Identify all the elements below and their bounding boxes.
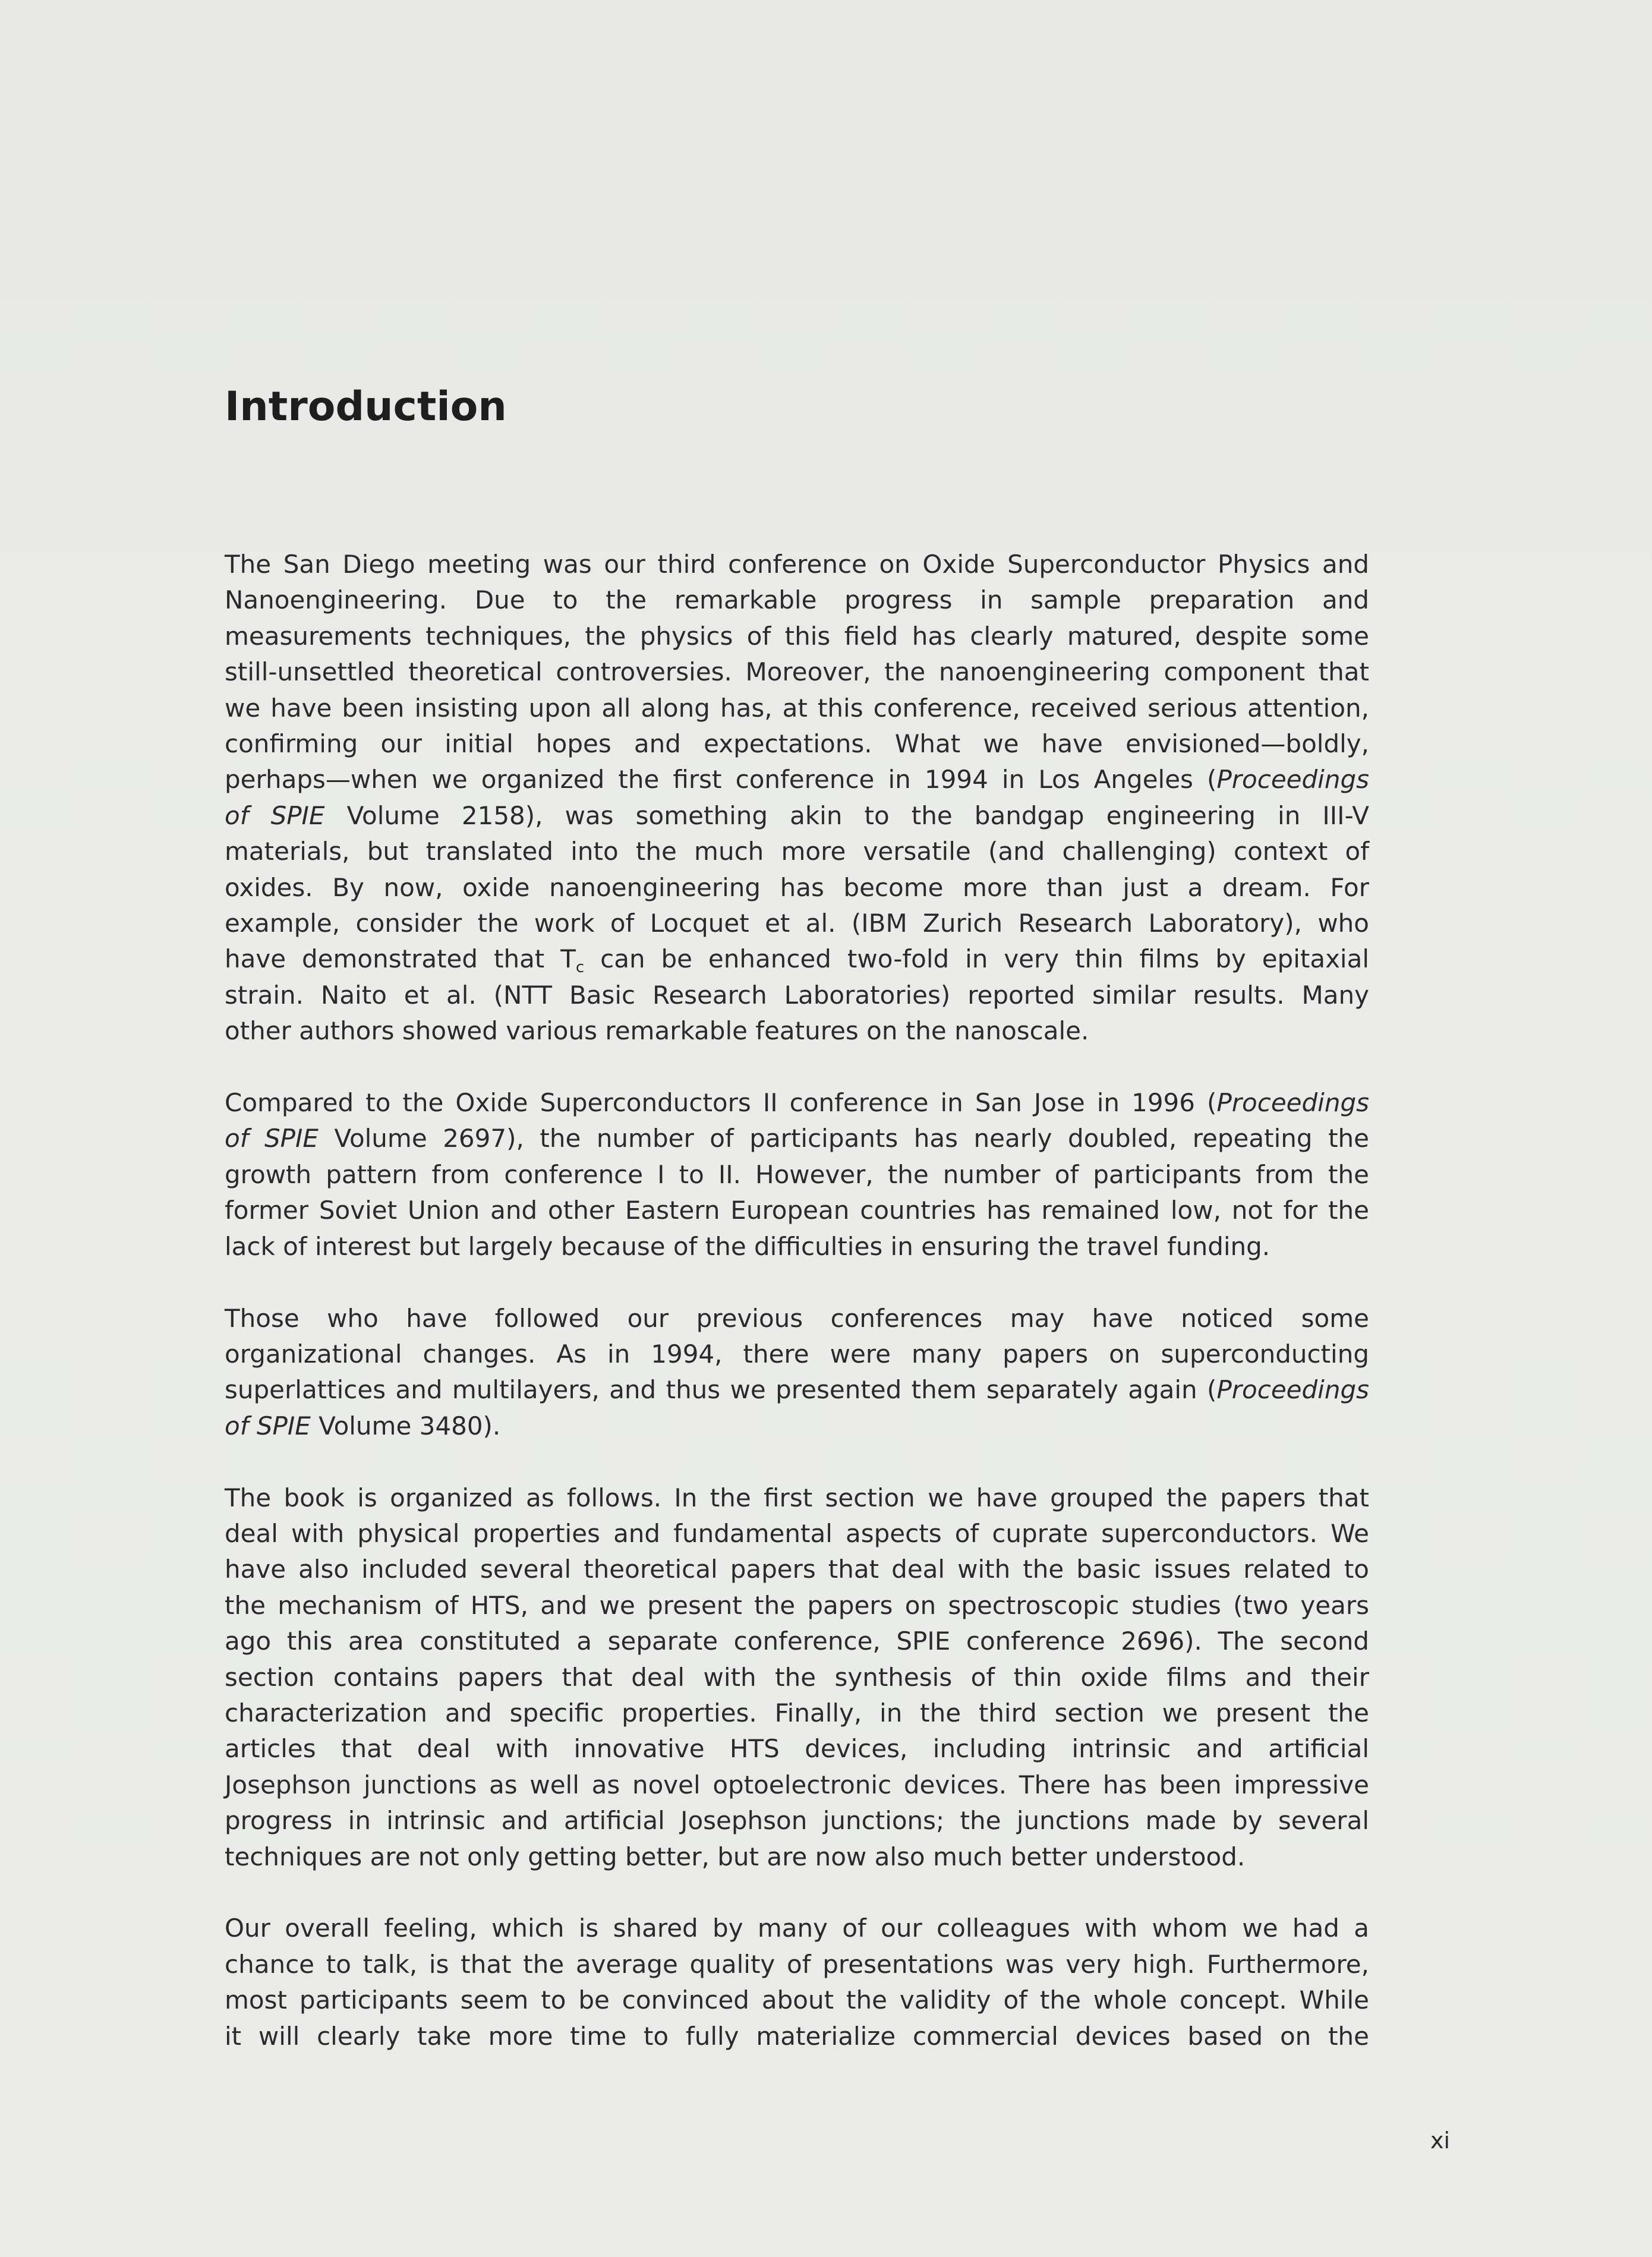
italic-text: Proceedings [1216,765,1369,795]
text-line: former Soviet Union and other Eastern European countries has remained low, not for the [225,1196,1369,1225]
text-run: can be enhanced two-fold in very thin films by epitaxial [584,944,1369,974]
text-line: measurements techniques, the physics of this field has clearly matured, despite some [225,621,1369,651]
text-run: have demonstrated that T [225,944,576,974]
text-line: section contains papers that deal with the synthesis of thin oxide films and their [225,1662,1369,1692]
text-line [225,1372,1369,1408]
paragraph [225,1911,1369,2054]
text-line [225,762,1369,797]
paragraph [225,1085,1369,1265]
text-line: The book is organized as follows. In the first section we have grouped the papers that [225,1483,1369,1512]
text-run: Compared to the Oxide Superconductors II conference in San Jose in 1996 ( [225,1088,1217,1118]
text-line: Our overall feeling, which is shared by many of our colleagues with whom we had a [225,1914,1369,1943]
text-line: Nanoengineering. Due to the remarkable progress in sample preparation and [225,585,1369,615]
page-title: Introduction [225,383,507,430]
text-line: organizational changes. As in 1994, there were many papers on superconducting [225,1339,1369,1369]
subscript: c [575,959,585,977]
text-line: example, consider the work of Locquet et al. (IBM Zurich Research Laboratory), who [225,909,1369,938]
text-line: Those who have followed our previous conferences may have noticed some [225,1303,1369,1333]
text-line: confirming our initial hopes and expectations. What we have envisioned—boldly, [225,729,1369,759]
text-run: superlattices and multilayers, and thus we presented them separately again ( [225,1375,1217,1405]
text-line: other authors showed various remarkable features on the nanoscale. [225,1016,1089,1046]
text-line: deal with physical properties and fundamental aspects of cuprate superconductors. We [225,1518,1369,1548]
text-run: Volume 2158), was something akin to the bandgap engineering in III-V [324,800,1369,830]
text-line: ago this area constituted a separate conference, SPIE conference 2696). The second [225,1626,1369,1656]
text-line: Josephson junctions as well as novel optoelectronic devices. There has been impressive [225,1770,1369,1799]
text-line: characterization and specific properties. Finally, in the third section we present the [225,1698,1369,1728]
text-line: materials, but translated into the much more versatile (and challenging) context of [225,837,1369,866]
italic-text: of SPIE [225,800,325,830]
text-line: it will clearly take more time to fully materialize commercial devices based on the [225,2021,1369,2051]
paragraph [225,547,1369,1049]
text-line [225,1121,1369,1156]
text-line [225,1408,1369,1444]
text-line: lack of interest but largely because of the difficulties in ensuring the travel funding. [225,1231,1270,1261]
text-line: still-unsettled theoretical controversies. Moreover, the nanoengineering component that [225,657,1369,687]
text-line: chance to talk, is that the average quality of presentations was very high. Furthermore, [225,1949,1369,1979]
text-line: the mechanism of HTS, and we present the papers on spectroscopic studies (two years [225,1590,1369,1620]
text-line: strain. Naito et al. (NTT Basic Research Laboratories) reported similar results. Many [225,980,1369,1010]
text-line: most participants seem to be convinced about the validity of the whole concept. While [225,1985,1369,2015]
text-line: oxides. By now, oxide nanoengineering has become more than just a dream. For [225,872,1369,902]
paragraph [225,1480,1369,1875]
italic-text: of SPIE [225,1124,319,1153]
body-text [225,547,1369,2090]
text-line [225,798,1369,834]
page-number: xi [1430,2127,1450,2154]
text-line: The San Diego meeting was our third conference on Oxide Superconductor Physics and [225,550,1369,579]
text-line: have also included several theoretical papers that deal with the basic issues related to [225,1555,1369,1584]
italic-text: Proceedings [1216,1088,1369,1118]
italic-text: Proceedings [1216,1375,1369,1405]
text-run: Volume 3480). [310,1411,501,1440]
paragraph [225,1301,1369,1445]
text-line: we have been insisting upon all along has, at this conference, received serious attention, [225,693,1369,723]
text-run: Volume 2697), the number of participants has nearly doubled, repeating the [318,1124,1370,1153]
text-line [225,1085,1369,1121]
text-line [225,941,1369,977]
text-line: progress in intrinsic and artificial Josephson junctions; the junctions made by several [225,1806,1369,1836]
italic-text: of SPIE [225,1411,311,1440]
text-run: perhaps—when we organized the first conference in 1994 in Los Angeles ( [225,765,1217,795]
text-line: articles that deal with innovative HTS devices, including intrinsic and artificial [225,1734,1369,1764]
text-line: growth pattern from conference I to II. However, the number of participants from the [225,1159,1369,1189]
text-line: techniques are not only getting better, but are now also much better understood. [225,1842,1246,1871]
